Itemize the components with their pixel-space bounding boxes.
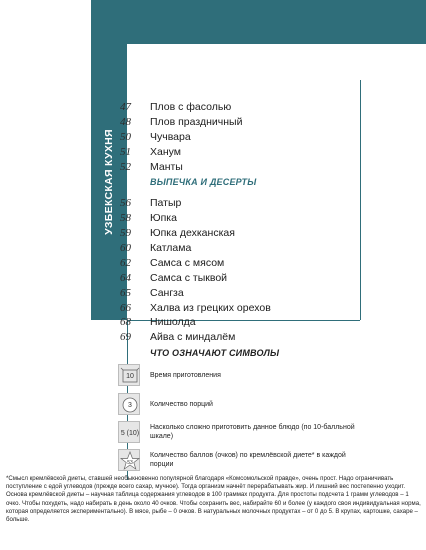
symbol-box: [118, 364, 140, 386]
entry-title: Юпка: [150, 212, 177, 224]
entry-title: Нишолда: [150, 316, 196, 328]
entry-title: Катлама: [150, 242, 192, 254]
entry-title: Сангза: [150, 287, 184, 299]
footnote-text: *Смысл кремлёвской диеты, ставшей необыкновенно популярной благодаря «Комсомольской правде», очень прост. Надо ограничивать поступление с едой углеводов (прежде всего сахар, мучное). Тогда организм начнёт перерабатывать жир. И лишний вес постепенно уходит. Основа кремлёвской диеты – научная таблица содержания углеводов в 100 граммах продукта. Для простоты подсчета 1 грамм углеводов – 1 очко. Чтобы похудеть, надо набирать в день около 40 очков. Чтобы сохранить вес, набирайте 60 и более (у каждого своя индивидуальная норма, которая определяется экспериментально). В мясе, рыбе – 0 очков. В натуральных молочных продуктах – от 0 до 5. В крупах, картошке, сахаре – больше.: [6, 475, 421, 524]
symbol-box: [118, 421, 140, 443]
entry-title: Самса с мясом: [150, 257, 225, 269]
symbol-desc: Количество баллов (очков) по кремлёвской диете* в каждой порции: [150, 452, 346, 468]
page-number: 51: [120, 146, 131, 158]
symbol-desc: Насколько сложно приготовить данное блюдо (по 10-балльной шкале): [150, 424, 355, 440]
page-number: 56: [120, 197, 131, 209]
entry-title: Чучвара: [150, 131, 191, 143]
page-number: 62: [120, 257, 131, 269]
entry-title: Халва из грецких орехов: [150, 302, 271, 314]
page-number: 48: [120, 116, 131, 128]
page-number: 60: [120, 242, 131, 254]
entry-title: Айва с миндалём: [150, 331, 236, 343]
page-number: 64: [120, 272, 131, 284]
entry-title: Патыр: [150, 197, 182, 209]
symbol-glyph: 10: [126, 372, 134, 380]
right-divider: [360, 80, 361, 320]
symbol-desc: Время приготовления: [150, 372, 221, 379]
symbol-glyph: 53: [127, 459, 133, 466]
page-number: 58: [120, 212, 131, 224]
page-number: 59: [120, 227, 131, 239]
page-number: 52: [120, 161, 131, 173]
page-number: 66: [120, 302, 131, 314]
symbol-box: [118, 449, 140, 471]
page-number: 47: [120, 101, 131, 113]
page-number: 68: [120, 316, 131, 328]
entry-title: Плов праздничный: [150, 116, 243, 128]
entry-title: Юпка дехканская: [150, 227, 235, 239]
entry-title: Манты: [150, 161, 183, 173]
entry-title: Плов с фасолью: [150, 101, 232, 113]
section-heading: ВЫПЕЧКА И ДЕСЕРТЫ: [150, 177, 257, 187]
difficulty-icon: 5 (10): [120, 429, 140, 437]
symbol-desc: Количество порций: [150, 401, 213, 408]
symbol-glyph: 3: [128, 401, 132, 409]
symbol-box: [118, 393, 140, 415]
entry-title: Самса с тыквой: [150, 272, 228, 284]
page-number: 69: [120, 331, 131, 343]
header-band: [91, 0, 426, 44]
entry-title: Ханум: [150, 146, 181, 158]
page-number: 65: [120, 287, 131, 299]
sidebar-label: УЗБЕКСКАЯ КУХНЯ: [103, 129, 115, 235]
page-number: 50: [120, 131, 131, 143]
symbols-heading: ЧТО ОЗНАЧАЮТ СИМВОЛЫ: [150, 348, 280, 358]
